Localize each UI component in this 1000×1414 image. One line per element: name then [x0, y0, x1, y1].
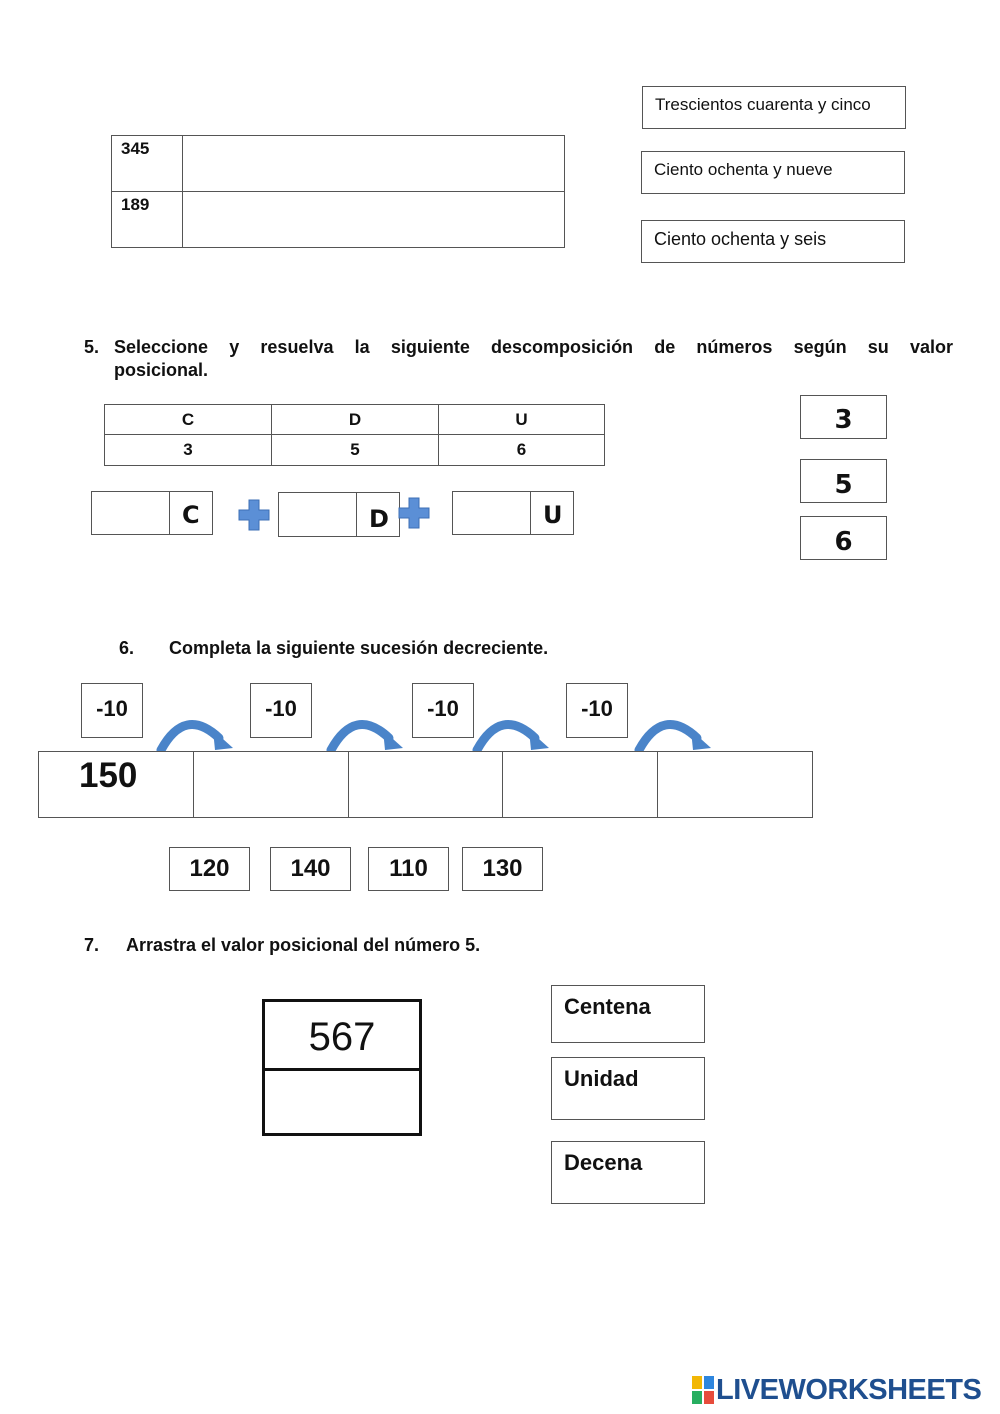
- sequence-drop-zone[interactable]: [348, 751, 504, 818]
- place-value-option[interactable]: Decena: [551, 1141, 705, 1204]
- label-box-u: [530, 491, 574, 535]
- curved-arrow-icon: [155, 712, 237, 752]
- sequence-start: [38, 751, 194, 818]
- step-label: -10: [566, 683, 628, 738]
- word-option[interactable]: Ciento ochenta y seis: [641, 220, 905, 263]
- label-box-c: [169, 491, 213, 535]
- logo-text: LIVEWORKSHEETS: [716, 1373, 982, 1406]
- plus-icon: [398, 497, 430, 529]
- sequence-drop-zone[interactable]: [502, 751, 658, 818]
- digit-option[interactable]: 5: [800, 459, 887, 503]
- sequence-option[interactable]: 110: [368, 847, 449, 891]
- sequence-option[interactable]: 130: [462, 847, 543, 891]
- step-label: -10: [250, 683, 312, 738]
- liveworksheets-logo-icon: [692, 1376, 714, 1404]
- answer-drop-zone[interactable]: [183, 136, 565, 192]
- word-option[interactable]: Trescientos cuarenta y cinco: [642, 86, 906, 129]
- number-567: 567: [265, 1002, 419, 1071]
- curved-arrow-icon: [633, 712, 715, 752]
- digit-option[interactable]: 3: [800, 395, 887, 439]
- curved-arrow-icon: [325, 712, 407, 752]
- header-d: D: [272, 405, 439, 435]
- sequence-option[interactable]: 120: [169, 847, 250, 891]
- place-value-option[interactable]: Unidad: [551, 1057, 705, 1120]
- table-number: 345: [121, 139, 150, 158]
- word-option[interactable]: Ciento ochenta y nueve: [641, 151, 905, 194]
- place-value-option[interactable]: Centena: [551, 985, 705, 1043]
- place-value-table: [104, 404, 605, 466]
- label-box-d: [356, 492, 400, 537]
- value-d: 5: [272, 435, 439, 466]
- number-card: [262, 999, 422, 1136]
- label-c: C: [182, 501, 200, 529]
- value-c: 3: [105, 435, 272, 466]
- section-5-number: 5.: [84, 337, 100, 357]
- header-u: U: [439, 405, 605, 435]
- section-7-number: 7.: [84, 935, 100, 955]
- sequence-start-value: 150: [79, 756, 138, 795]
- number-words-table: [111, 135, 565, 248]
- header-c: C: [105, 405, 272, 435]
- label-u: U: [543, 501, 563, 529]
- section-5-instruction: Seleccione y resuelva la siguiente descomposición de números según su valor: [114, 337, 953, 357]
- section-5-instruction-cont: posicional.: [114, 360, 209, 380]
- label-d: D: [369, 505, 389, 533]
- centena-drop-zone[interactable]: [91, 491, 170, 535]
- curved-arrow-icon: [471, 712, 553, 752]
- section-7-instruction: Arrastra el valor posicional del número 5.: [126, 935, 481, 955]
- section-6-instruction: Completa la siguiente sucesión decreciente.: [169, 638, 549, 658]
- unidad-drop-zone[interactable]: [452, 491, 531, 535]
- place-value-drop-zone[interactable]: [265, 1071, 419, 1136]
- table-number: 189: [121, 195, 150, 214]
- value-u: 6: [439, 435, 605, 466]
- liveworksheets-logo: [692, 1374, 981, 1406]
- section-6-number: 6.: [119, 638, 135, 658]
- answer-drop-zone[interactable]: [183, 192, 565, 248]
- decena-drop-zone[interactable]: [278, 492, 357, 537]
- sequence-drop-zone[interactable]: [193, 751, 349, 818]
- plus-icon: [238, 499, 270, 531]
- sequence-option[interactable]: 140: [270, 847, 351, 891]
- sequence-drop-zone[interactable]: [657, 751, 813, 818]
- step-label: -10: [81, 683, 143, 738]
- step-label: -10: [412, 683, 474, 738]
- digit-option[interactable]: 6: [800, 516, 887, 560]
